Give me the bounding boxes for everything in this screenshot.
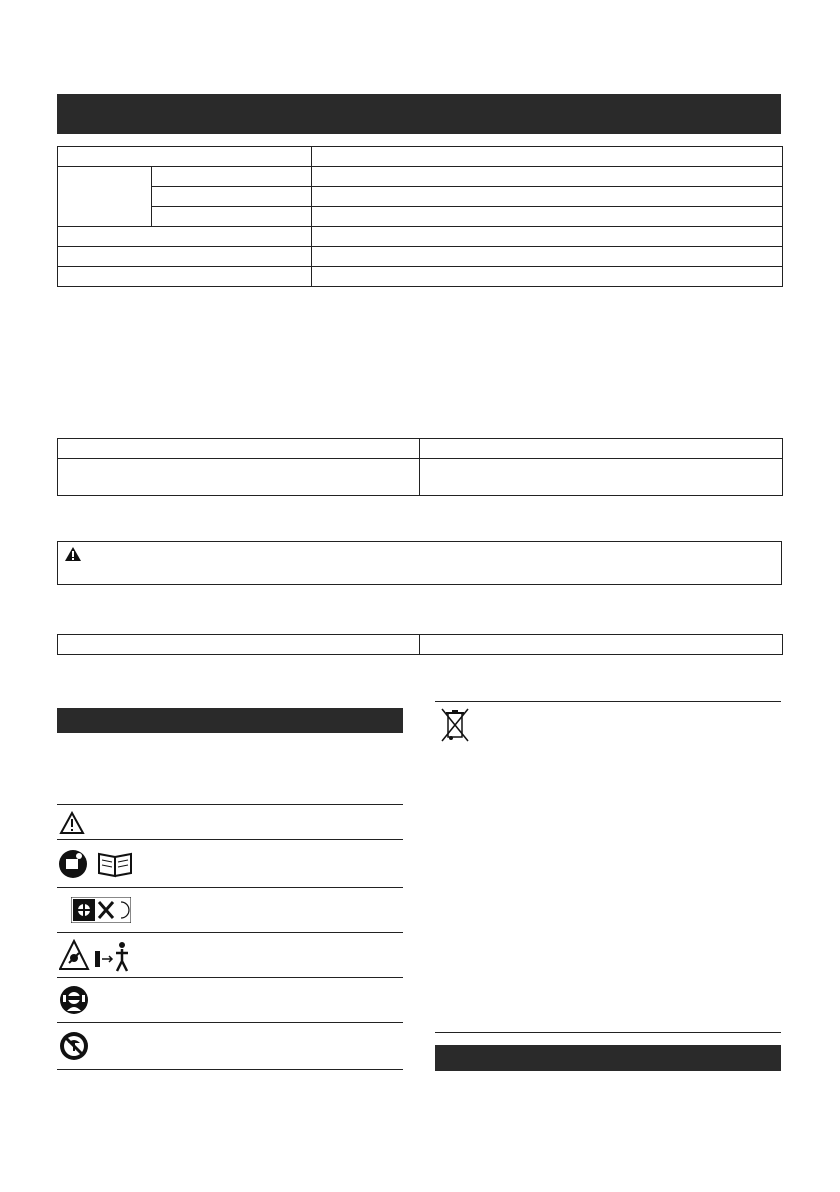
battery-table — [57, 438, 783, 496]
symbol-row-fan-hazard — [57, 887, 403, 933]
emission-table — [57, 634, 783, 655]
wear-eye-ear-protection-icon — [59, 985, 89, 1015]
warning-triangle-icon — [64, 546, 82, 562]
do-not-use-in-rain-icon — [59, 1031, 89, 1061]
symbol-row-read-manual — [57, 839, 403, 888]
table-cell — [312, 267, 783, 287]
table-row — [58, 187, 783, 207]
table-cell — [312, 227, 783, 247]
symbol-row-bystanders — [57, 932, 403, 978]
symbol-row-caution — [57, 804, 403, 840]
table-row — [58, 267, 783, 287]
table-row — [58, 227, 783, 247]
section2-title — [435, 1045, 781, 1053]
warning-box — [57, 541, 782, 585]
divider — [435, 1032, 781, 1033]
divider — [435, 701, 781, 702]
table-cell — [152, 207, 312, 227]
table-row — [58, 247, 783, 267]
table-row — [58, 207, 783, 227]
caution-triangle-icon — [59, 811, 85, 835]
table-cell — [312, 167, 783, 187]
table-row — [58, 147, 783, 167]
symbols-header — [57, 708, 403, 733]
table-cell — [58, 147, 312, 167]
symbol-row-protection — [57, 977, 403, 1023]
table-cell — [152, 167, 312, 187]
spec-table — [57, 146, 783, 287]
table-cell — [58, 247, 312, 267]
keep-bystanders-away-icon — [59, 939, 139, 973]
table-cell — [58, 267, 312, 287]
table-row — [58, 167, 783, 187]
table-cell — [58, 167, 152, 227]
table-row — [58, 439, 783, 459]
table-row — [58, 635, 783, 655]
table-header — [420, 439, 783, 459]
table-cell — [58, 459, 420, 496]
footer-strip — [0, 1183, 840, 1192]
table-cell — [152, 187, 312, 207]
section2-header — [435, 1045, 781, 1071]
table-cell — [58, 227, 312, 247]
crossed-wheelie-bin-icon — [440, 707, 470, 743]
table-cell — [420, 635, 783, 655]
table-cell — [312, 187, 783, 207]
table-cell — [58, 635, 420, 655]
header-bar — [57, 94, 781, 134]
no-hands-near-fan-icon — [71, 897, 131, 923]
table-row — [58, 459, 783, 496]
symbol-row-no-rain — [57, 1022, 403, 1070]
table-cell — [312, 247, 783, 267]
read-manual-icon — [59, 848, 135, 880]
table-header — [58, 439, 420, 459]
table-cell — [420, 459, 783, 496]
symbols-title — [57, 708, 403, 716]
table-cell — [312, 207, 783, 227]
table-cell — [312, 147, 783, 167]
page-title — [57, 94, 781, 114]
